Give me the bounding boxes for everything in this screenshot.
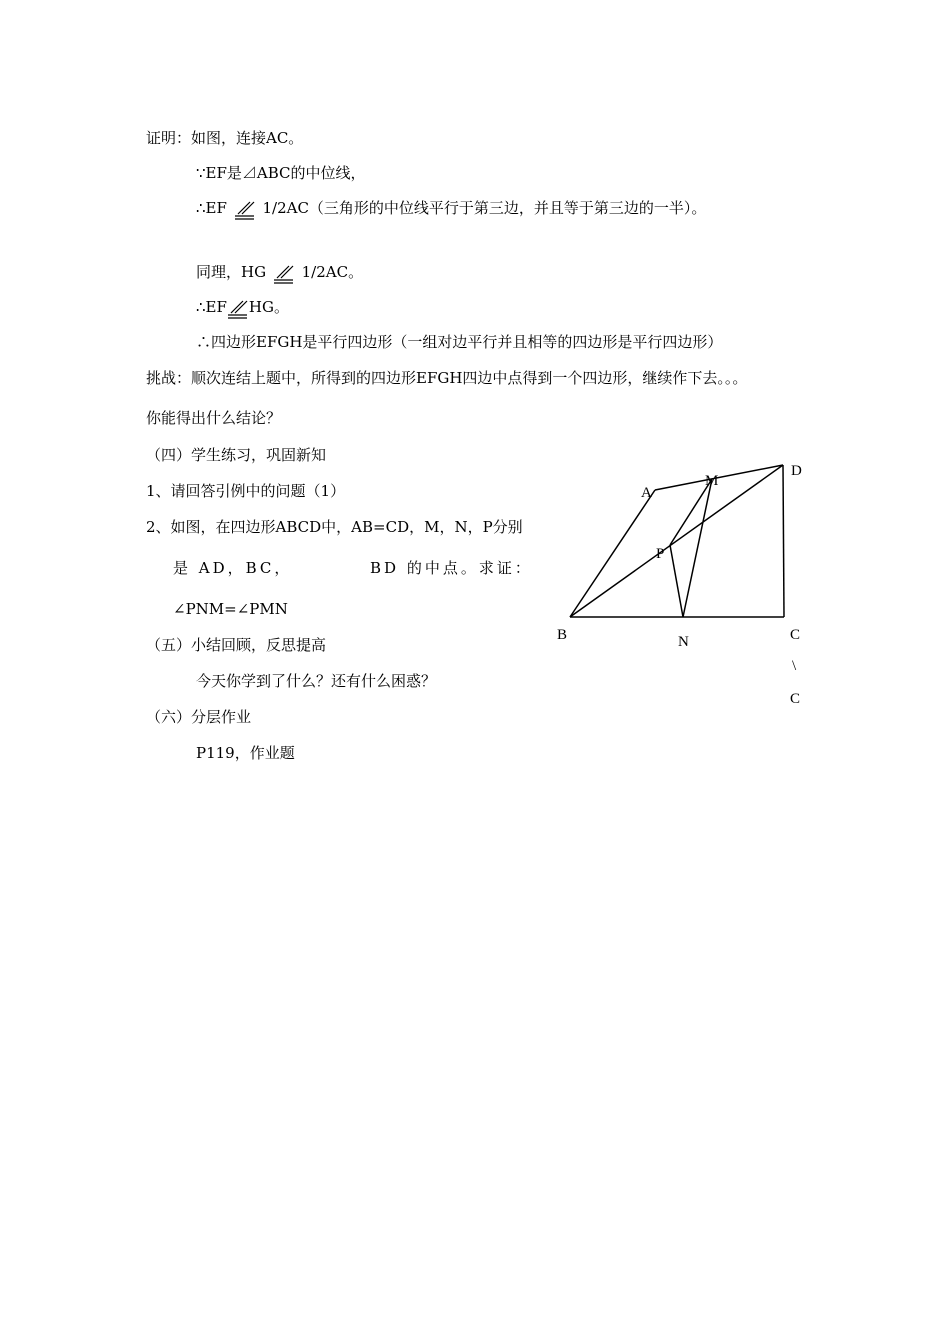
proof-line-5	[196, 297, 289, 317]
proof-line-3-post: 1/2AC（三角形的中位线平行于第三边，并且等于第三边的一半）。	[262, 199, 707, 217]
segment-ad	[655, 465, 783, 490]
label-a: A	[641, 485, 652, 501]
proof-line-4-post: 1/2AC。	[301, 263, 364, 281]
label-m: M	[705, 473, 719, 489]
label-c: C	[790, 627, 801, 643]
proof-line-5-post: HG。	[248, 298, 289, 316]
exercise-item-2-line-3: ∠PNM=∠PMN	[173, 600, 288, 618]
proof-line-3	[196, 198, 706, 218]
label-b: B	[557, 627, 568, 643]
proof-line-5-pre: ∴EF	[196, 298, 227, 316]
label-d: D	[791, 463, 802, 479]
parallel-equal-symbol	[232, 198, 258, 218]
label-n: N	[678, 634, 689, 650]
segment-pn	[670, 545, 683, 617]
section-5-body: 今天你学到了什么？还有什么困惑？	[196, 672, 437, 690]
parallel-equal-symbol	[271, 262, 297, 282]
segment-dc	[783, 465, 784, 617]
proof-line-2: ∵EF是⊿ABC的中位线，	[196, 164, 366, 182]
exercise-item-2-line-2b: BD 的中点。求证：	[370, 559, 533, 577]
proof-line-3-pre: ∴EF	[196, 199, 227, 217]
exercise-item-2-line-2a: 是 AD，BC，	[173, 559, 293, 577]
exercise-item-2-line-1: 2、如图，在四边形ABCD中，AB=CD，M，N，P分别	[146, 518, 523, 536]
challenge-line-1: 挑战：顺次连结上题中，所得到的四边形EFGH四边中点得到一个四边形，继续作下去。。。	[146, 369, 748, 387]
label-c-2: C	[790, 691, 801, 707]
section-5-heading: （五）小结回顾，反思提高	[146, 636, 327, 654]
proof-line-4	[196, 262, 363, 282]
exercise-item-1: 1、请回答引例中的问题（1）	[146, 482, 346, 500]
challenge-line-2: 你能得出什么结论？	[146, 409, 282, 427]
parallel-equal-symbol	[227, 297, 249, 317]
section-6-heading: （六）分层作业	[146, 708, 252, 726]
segment-bd	[570, 465, 783, 617]
quadrilateral-figure	[550, 455, 820, 715]
proof-line-6: ∴四边形EFGH是平行四边形（一组对边平行并且相等的四边形是平行四边形）	[196, 333, 723, 351]
segment-mn	[683, 479, 712, 617]
proof-line-4-pre: 同理，HG	[196, 263, 267, 281]
label-p: P	[656, 546, 665, 562]
section-6-body: P119，作业题	[196, 744, 295, 762]
label-backslash: \	[792, 658, 797, 674]
segment-ba	[570, 490, 655, 617]
section-4-heading: （四）学生练习，巩固新知	[146, 446, 327, 464]
proof-line-1: 证明：如图，连接AC。	[146, 129, 304, 147]
